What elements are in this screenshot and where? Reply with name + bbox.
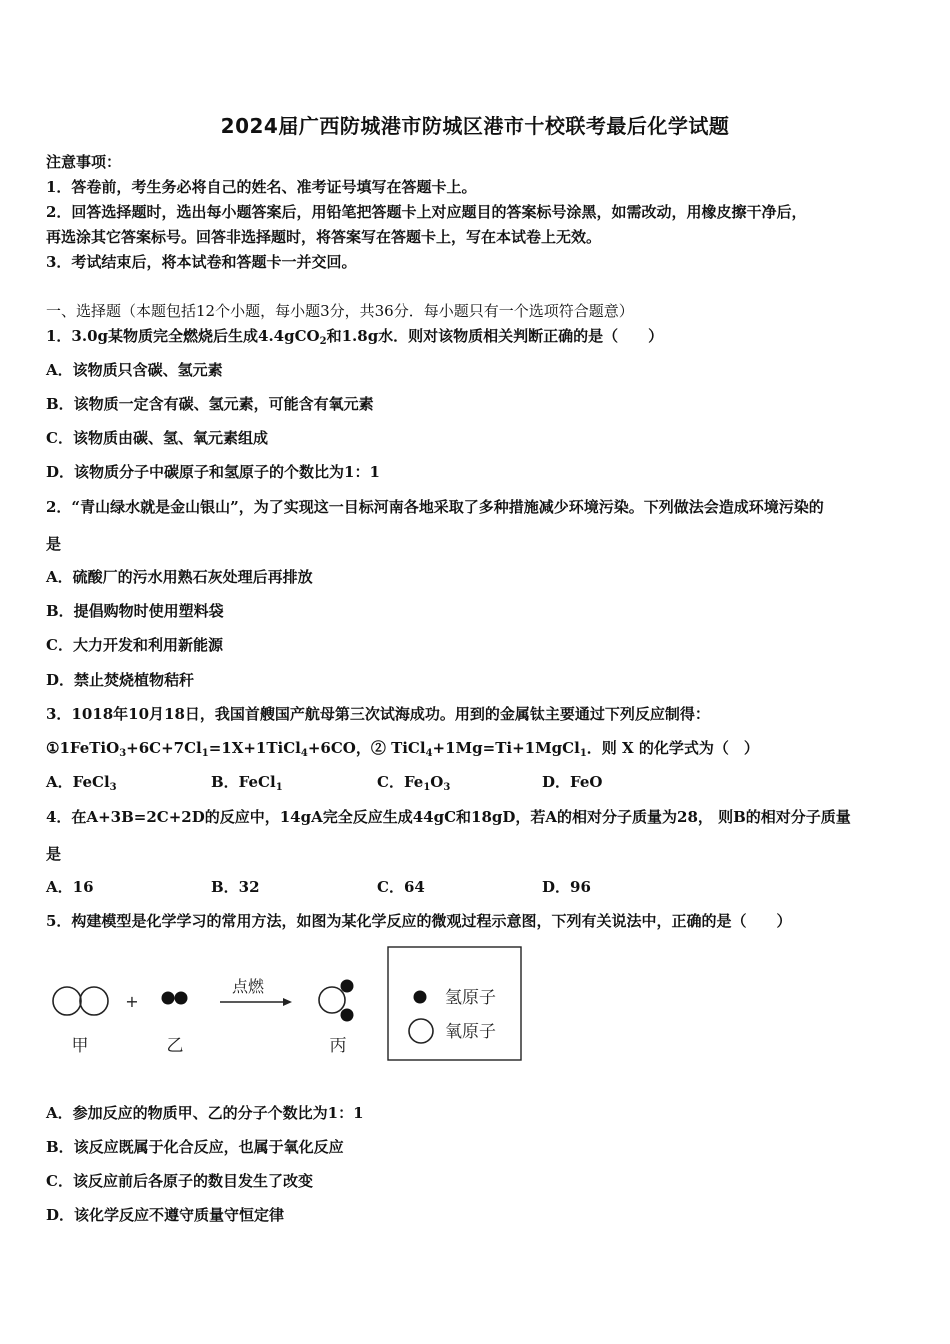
q5-option-b: B．该反应既属于化合反应，也属于氧化反应 <box>46 1138 344 1156</box>
q3-stem: 3．1018年10月18日，我国首艘国产航母第三次试海成功。用到的金属钛主要通过下列反应制得： <box>46 705 710 723</box>
molecule-jia <box>53 987 108 1015</box>
q5-option-d: D．该化学反应不遵守质量守恒定律 <box>46 1206 285 1224</box>
q2-option-b: B．提倡购物时使用塑料袋 <box>46 602 224 620</box>
q4-option-d: D．96 <box>542 878 591 896</box>
q4-option-b: B．32 <box>211 878 260 896</box>
reaction-condition: 点燃 <box>231 977 265 996</box>
label-yi: 乙 <box>166 1036 184 1056</box>
q1-option-b: B．该物质一定含有碳、氢元素，可能含有氧元素 <box>46 395 374 413</box>
q1-option-d: D．该物质分子中碳原子和氢原子的个数比为1：1 <box>46 463 380 481</box>
section-heading: 一、选择题（本题包括12个小题，每小题3分，共36分．每小题只有一个选项符合题意） <box>46 302 634 320</box>
plus-sign: + <box>125 992 139 1011</box>
label-jia: 甲 <box>71 1036 89 1056</box>
q1-option-c: C．该物质由碳、氢、氧元素组成 <box>46 429 268 447</box>
molecule-yi <box>162 992 188 1005</box>
q1-option-a: A．该物质只含碳、氢元素 <box>46 361 223 379</box>
q3-equation: $①1FeTiO_3+6C+7Cl_1=1X+1TiCl_4+6CO$，② TiCl$_4$+1Mg=Ti+1MgCl$_1$．则 X 的化学式为（ ） <box>46 739 759 759</box>
q4-option-c: C．64 <box>377 878 425 896</box>
q4-stem-cont: 是 <box>46 845 62 863</box>
hydrogen-atom-icon <box>414 991 427 1004</box>
label-bing: 丙 <box>329 1036 347 1056</box>
q2-stem: 2．“青山绿水就是金山银山”，为了实现这一目标河南各地采取了多种措施减少环境污染。下列做法会造成环境污染的 <box>46 498 824 516</box>
legend-hydrogen: 氢原子 <box>445 988 496 1008</box>
q2-stem-cont: 是 <box>46 535 62 553</box>
reaction-diagram <box>40 940 540 1070</box>
q3-option-d: D．FeO <box>542 773 603 791</box>
q4-option-a: A．16 <box>46 878 94 896</box>
page-title: 2024届广西防城港市防城区港市十校联考最后化学试题 <box>220 114 730 138</box>
q2-option-c: C．大力开发和利用新能源 <box>46 636 223 654</box>
q5-option-a: A．参加反应的物质甲、乙的分子个数比为1：1 <box>46 1104 364 1122</box>
notice-heading: 注意事项： <box>46 153 122 171</box>
q4-stem: 4．在A+3B=2C+2D的反应中，14gA完全反应生成44gC和18gD，若A的相对分子质量为28， 则B的相对分子质量 <box>46 808 851 826</box>
q3-option-a: A．FeCl$_3$ <box>46 773 117 793</box>
oxygen-atom-icon <box>409 1019 433 1043</box>
q2-option-a: A．硫酸厂的污水用熟石灰处理后再排放 <box>46 568 313 586</box>
q3-option-c: C．$Fe_1O_3$ <box>377 773 451 793</box>
q3-option-b: B．FeCl$_1$ <box>211 773 283 793</box>
notice-item-3: 3．考试结束后，将本试卷和答题卡一并交回。 <box>46 253 357 271</box>
reaction-arrow-icon <box>220 998 292 1006</box>
q2-option-d: D．禁止焚烧植物秸秆 <box>46 671 195 689</box>
notice-item-1: 1．答卷前，考生务必将自己的姓名、准考证号填写在答题卡上。 <box>46 178 477 196</box>
q5-stem: 5．构建模型是化学学习的常用方法，如图为某化学反应的微观过程示意图，下列有关说法中，正确的是（ ） <box>46 912 792 930</box>
q5-option-c: C．该反应前后各原子的数目发生了改变 <box>46 1172 313 1190</box>
molecule-bing <box>319 980 354 1022</box>
legend-oxygen: 氧原子 <box>445 1022 496 1042</box>
notice-item-2b: 再选涂其它答案标号。回答非选择题时，将答案写在答题卡上，写在本试卷上无效。 <box>46 228 602 246</box>
q1-stem: 1．3.0g某物质完全燃烧后生成4.4gCO$_2$和1.8g水．则对该物质相关判断正确的是（ ） <box>46 327 664 347</box>
notice-item-2a: 2．回答选择题时，选出每小题答案后，用铅笔把答题卡上对应题目的答案标号涂黑，如需改动，用橡皮擦干净后， <box>46 203 807 221</box>
